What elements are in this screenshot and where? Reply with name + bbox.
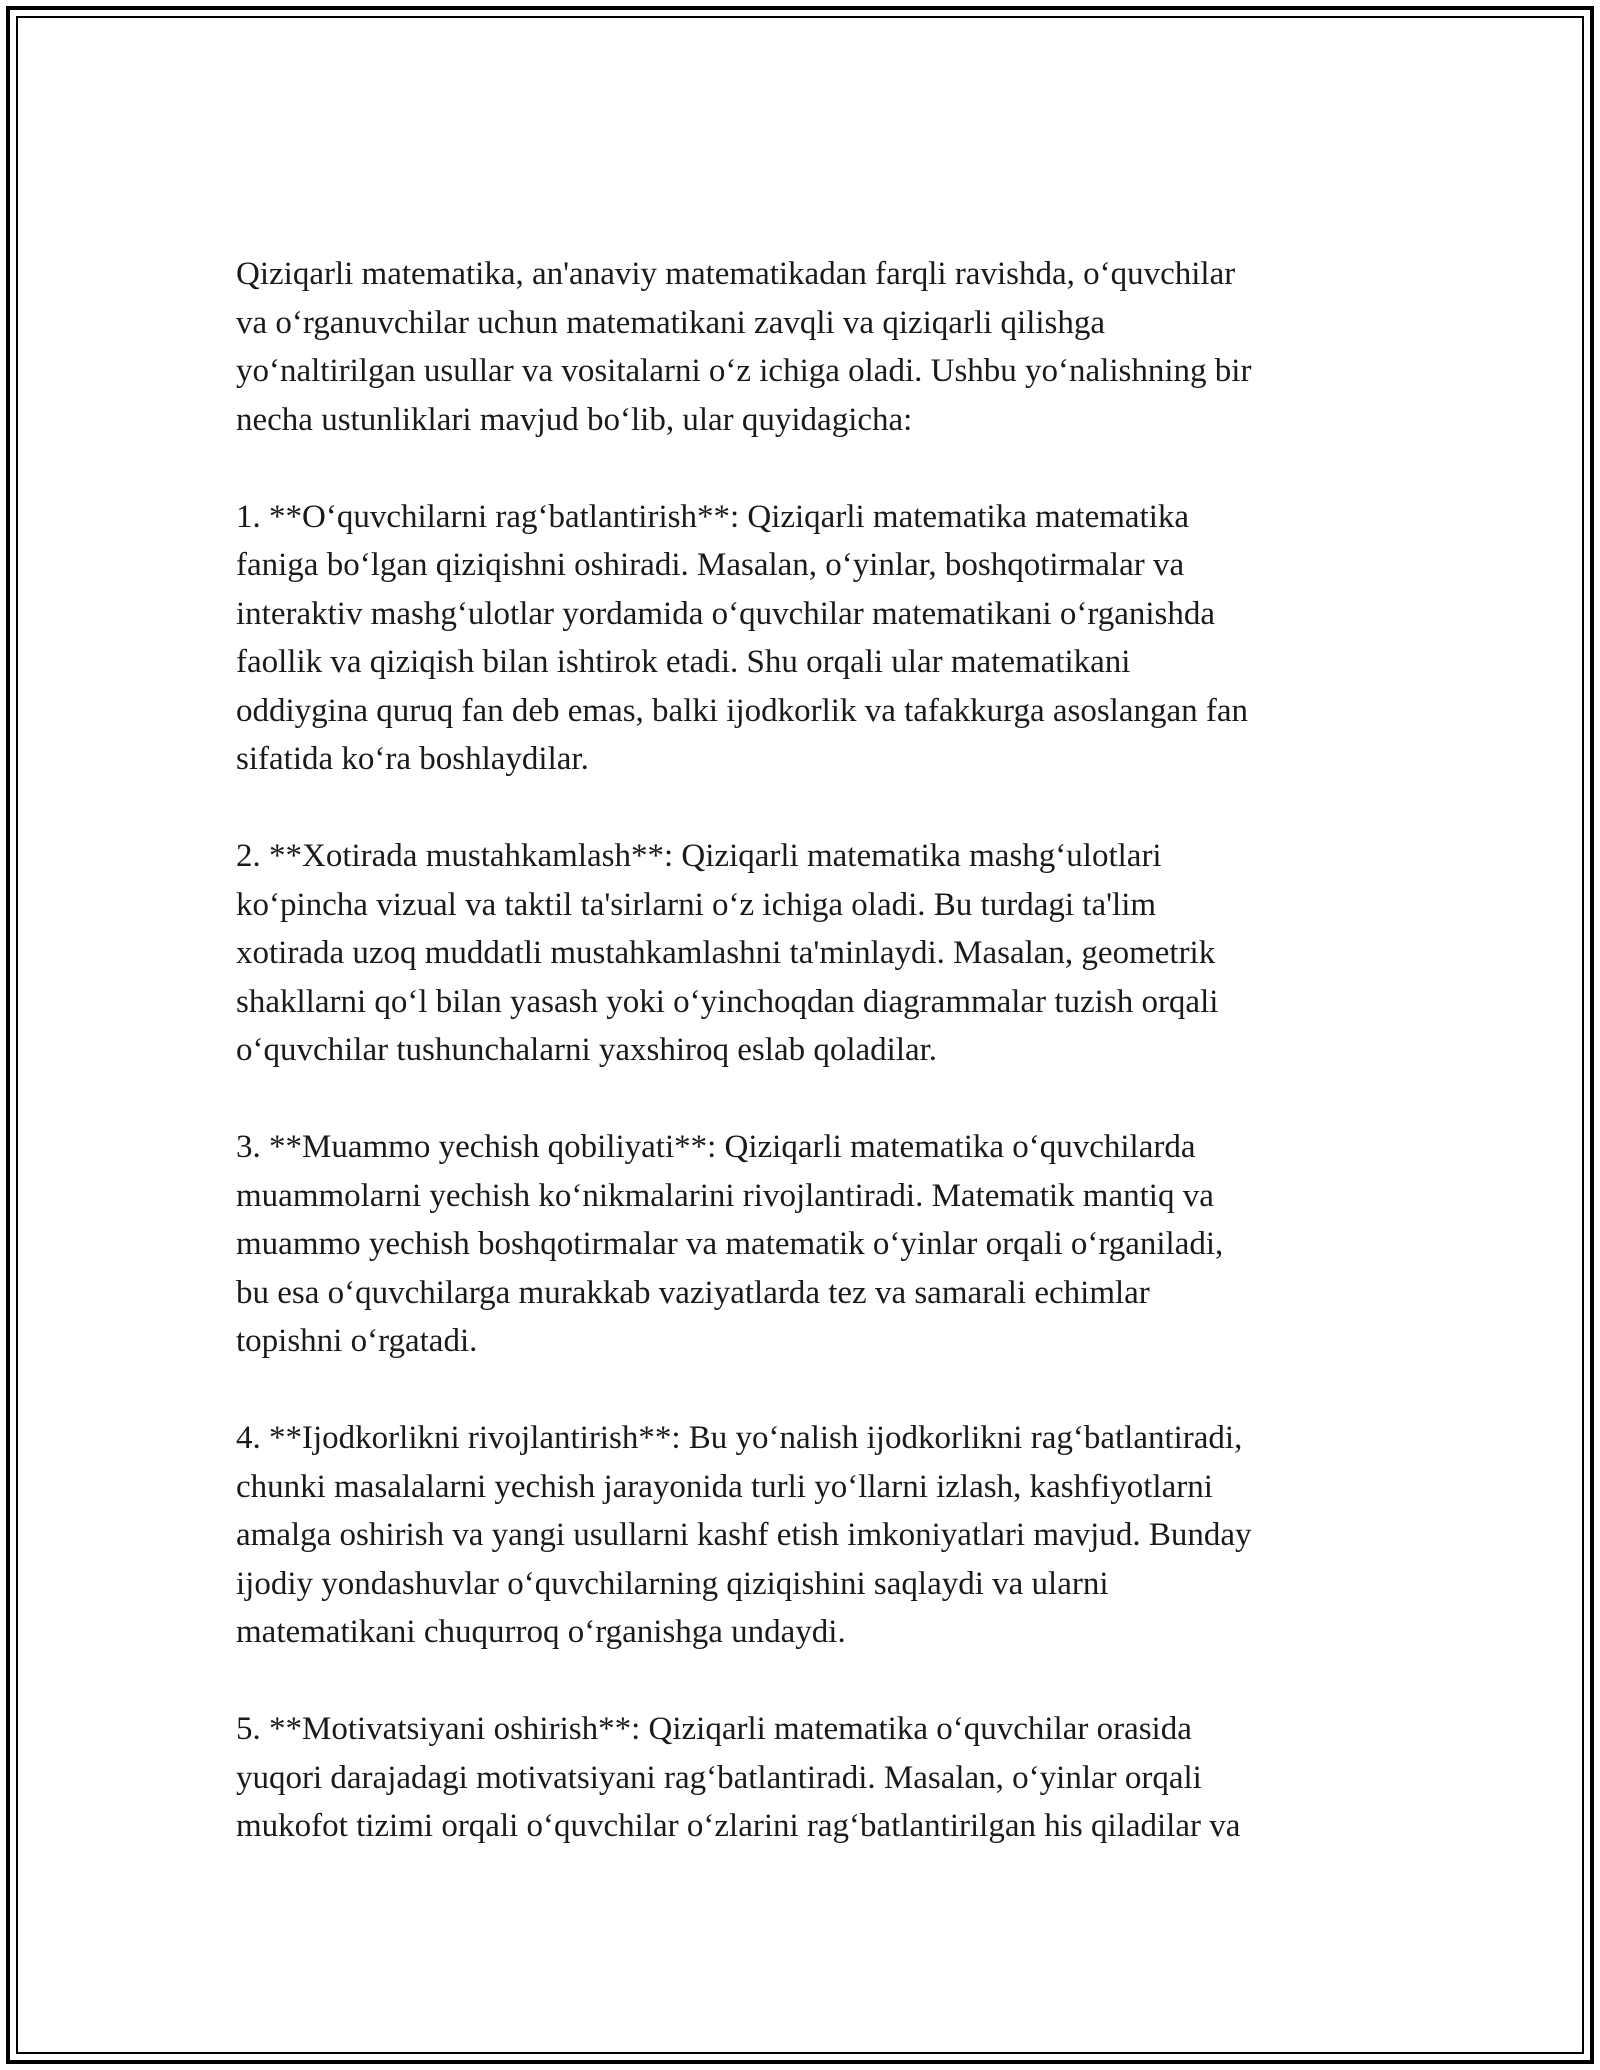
point-1-paragraph: 1. **O‘quvchilarni rag‘batlantirish**: Qiziqarli matematika matematika faniga bo‘lgan qiziqishni oshiradi. Masalan, o‘yinlar, boshqotirmalar va interaktiv mashg‘ulotlar yordamida o‘quvchilar matematikani o‘rganishda faollik va qiziqish bilan ishtirok etadi. Shu orqali ular matematikani oddiygina quruq fan deb emas, balki ijodkorlik va tafakkurga asoslangan fan sifatida ko‘ra boshlaydilar. xyxy=(236,498,1249,777)
document-body xyxy=(236,250,1376,1899)
point-5-paragraph: 5. **Motivatsiyani oshirish**: Qiziqarli matematika o‘quvchilar orasida yuqori darajadagi motivatsiyani rag‘batlantiradi. Masalan, o‘yinlar orqali mukofot tizimi orqali o‘quvchilar o‘zlarini rag‘batlantirilgan his qiladilar va xyxy=(236,1711,1241,1844)
point-4-paragraph: 4. **Ijodkorlikni rivojlantirish**: Bu yo‘nalish ijodkorlikni rag‘batlantiradi, chunki masalalarni yechish jarayonida turli yo‘llarni izlash, kashfiyotlarni amalga oshirish va yangi usullarni kashf etish imkoniyatlari mavjud. Bunday ijodiy yondashuvlar o‘quvchilarning qiziqishini saqlaydi va ularni matematikani chuqurroq o‘rganishga undaydi. xyxy=(236,1420,1252,1650)
point-3-paragraph: 3. **Muammo yechish qobiliyati**: Qiziqarli matematika o‘quvchilarda muammolarni yechish ko‘nikmalarini rivojlantiradi. Matematik mantiq va muammo yechish boshqotirmalar va matematik o‘yinlar orqali o‘rganiladi, bu esa o‘quvchilarga murakkab vaziyatlarda tez va samarali echimlar topishni o‘rgatadi. xyxy=(236,1129,1224,1359)
intro-paragraph: Qiziqarli matematika, an'anaviy matematikadan farqli ravishda, o‘quvchilar va o‘rganuvchilar uchun matematikani zavqli va qiziqarli qilishga yo‘naltirilgan usullar va vositalarni o‘z ichiga oladi. Ushbu yo‘nalishning bir necha ustunliklari mavjud bo‘lib, ular quyidagicha: xyxy=(236,256,1252,438)
point-2-paragraph: 2. **Xotirada mustahkamlash**: Qiziqarli matematika mashg‘ulotlari ko‘pincha vizual va taktil ta'sirlarni o‘z ichiga oladi. Bu turdagi ta'lim xotirada uzoq muddatli mustahkamlashni ta'minlaydi. Masalan, geometrik shakllarni qo‘l bilan yasash yoki o‘yinchoqdan diagrammalar tuzish orqali o‘quvchilar tushunchalarni yaxshiroq eslab qoladilar. xyxy=(236,838,1219,1068)
